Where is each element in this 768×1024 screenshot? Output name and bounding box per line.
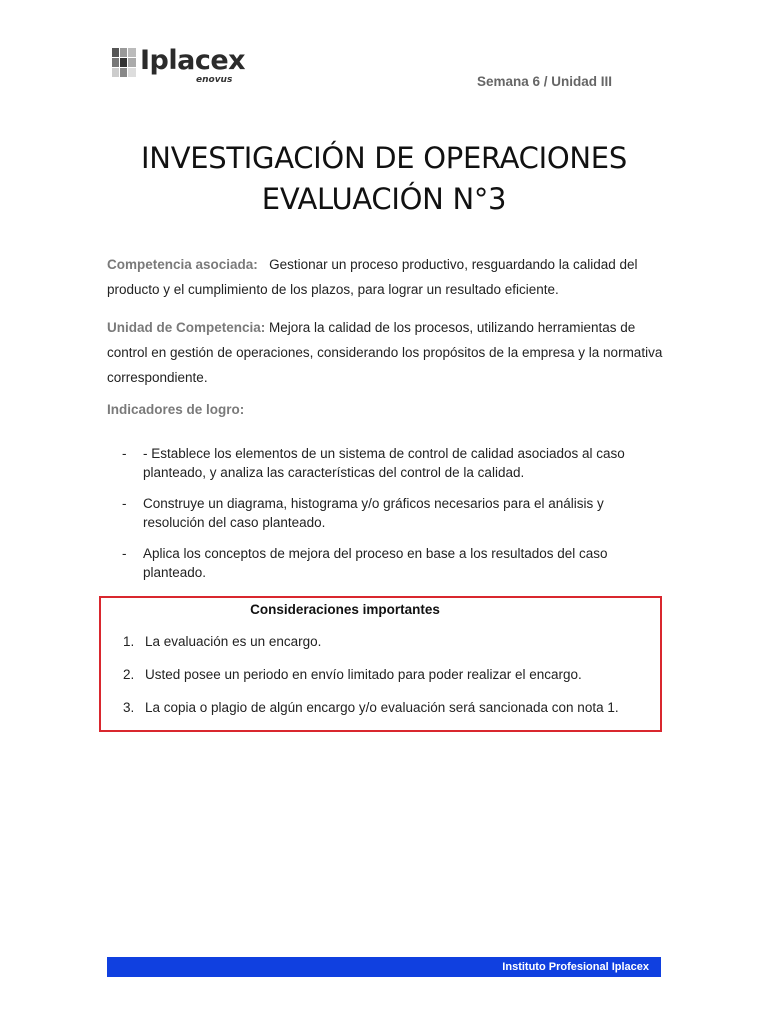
competencia-label: Competencia asociada:: [107, 257, 258, 272]
item-number: 3.: [123, 700, 135, 715]
consideracion-text: La evaluación es un encargo.: [145, 634, 322, 649]
indicador-text: Construye un diagrama, histograma y/o gráficos necesarios para el análisis y resolución del caso planteado.: [143, 496, 604, 530]
unidad-text: Mejora la calidad de los procesos, utilizando herramientas de control en gestión de operaciones, considerando los propósitos de la empresa y la normativa correspondiente.: [107, 320, 663, 385]
indicadores-label: Indicadores de logro:: [107, 402, 245, 417]
list-item: [122, 494, 652, 532]
title-line-2: EVALUACIÓN N°3: [261, 182, 507, 216]
item-number: 1.: [123, 634, 135, 649]
bullet-dash: -: [122, 496, 127, 511]
competencia-text: Gestionar un proceso productivo, resguardando la calidad del producto y el cumplimiento de los plazos, para lograr un resultado eficiente.: [107, 257, 638, 297]
consideraciones-box: [99, 596, 662, 732]
iplacex-logo: [110, 46, 270, 88]
consideraciones-list: [123, 632, 643, 731]
title-line-1: INVESTIGACIÓN DE OPERACIONES: [141, 141, 627, 175]
list-item: [123, 698, 643, 717]
document-title: [80, 138, 688, 220]
bullet-dash: -: [122, 546, 127, 561]
indicador-text: - Establece los elementos de un sistema de control de calidad asociados al caso planteado, y analiza las características del control de la calidad.: [143, 446, 625, 480]
indicadores-list: [122, 444, 652, 594]
competencia-paragraph: [107, 252, 667, 302]
unidad-paragraph: [107, 315, 667, 390]
item-number: 2.: [123, 667, 135, 682]
list-item: [123, 665, 643, 684]
week-unit-label: Semana 6 / Unidad III: [476, 74, 612, 89]
list-item: [123, 632, 643, 651]
footer-bar: [107, 957, 661, 977]
consideracion-text: La copia o plagio de algún encargo y/o evaluación será sancionada con nota 1.: [145, 700, 619, 715]
consideraciones-title: Consideraciones importantes: [250, 602, 440, 617]
bullet-dash: -: [122, 446, 127, 461]
logo-name: Iplacex: [140, 45, 246, 76]
consideracion-text: Usted posee un periodo en envío limitado para poder realizar el encargo.: [145, 667, 582, 682]
list-item: [122, 544, 652, 582]
logo-subtitle: enovus: [196, 75, 233, 85]
logo-squares-icon: [110, 46, 140, 80]
footer-institution: Instituto Profesional Iplacex: [502, 961, 649, 973]
unidad-label: Unidad de Competencia:: [107, 320, 266, 335]
indicador-text: Aplica los conceptos de mejora del proceso en base a los resultados del caso planteado.: [143, 546, 608, 580]
list-item: [122, 444, 652, 482]
